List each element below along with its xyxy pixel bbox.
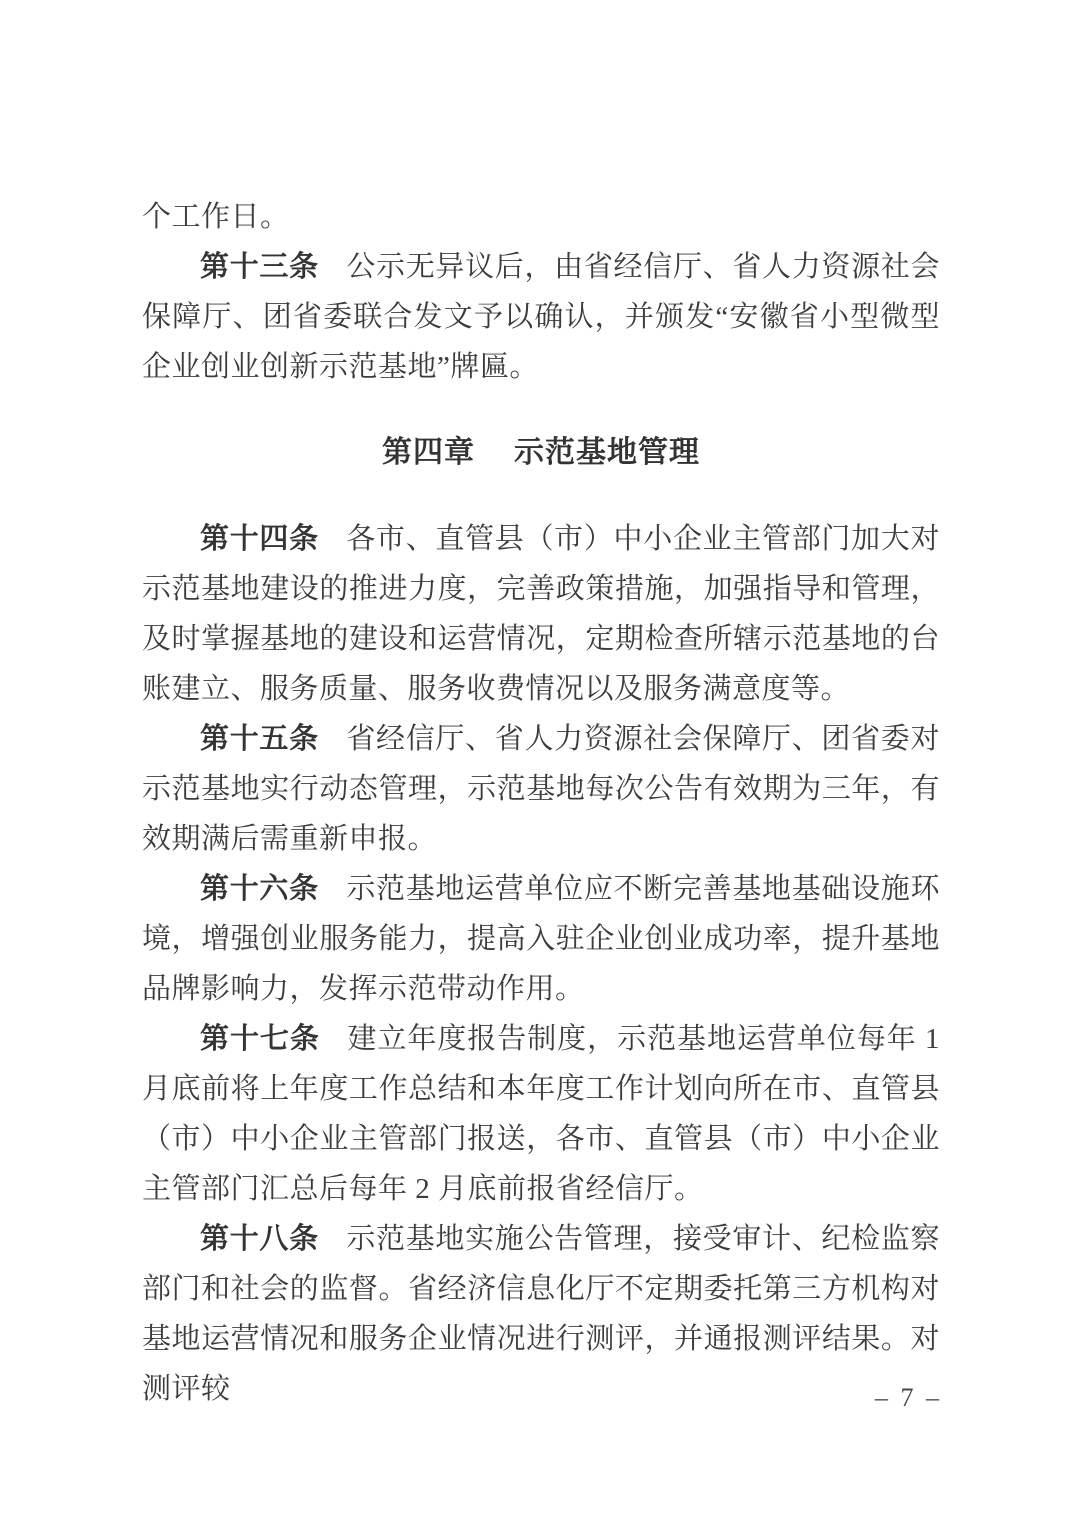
article-18-label: 第十八条 (200, 1223, 319, 1255)
article-15-label: 第十五条 (200, 723, 319, 755)
article-17-label: 第十七条 (200, 1023, 320, 1055)
page-content (142, 192, 940, 1414)
chapter-heading (142, 428, 940, 478)
article-18 (142, 1214, 940, 1414)
article-16-label: 第十六条 (200, 873, 319, 905)
article-17-text: 建立年度报告制度，示范基地运营单位每年 1 月底前将上年度工作总结和本年度工作计划向所在市、直管县（市）中小企业主管部门报送，各市、直管县（市）中小企业主管部门汇总后每年 2 月底前报省经信厅。 (142, 1023, 940, 1205)
article-16 (142, 864, 940, 1014)
article-14 (142, 514, 940, 714)
page-number: – 7 – (875, 1383, 942, 1412)
article-18-text: 示范基地实施公告管理，接受审计、纪检监察部门和社会的监督。省经济信息化厅不定期委托第三方机构对基地运营情况和服务企业情况进行测评，并通报测评结果。对测评较 (142, 1223, 940, 1405)
article-16-text: 示范基地运营单位应不断完善基地基础设施环境，增强创业服务能力，提高入驻企业创业成功率，提升基地品牌影响力，发挥示范带动作用。 (142, 873, 940, 1005)
chapter-title: 示范基地管理 (514, 436, 700, 469)
article-15 (142, 714, 940, 864)
article-14-label: 第十四条 (200, 523, 319, 555)
article-14-text: 各市、直管县（市）中小企业主管部门加大对示范基地建设的推进力度，完善政策措施，加强指导和管理，及时掌握基地的建设和运营情况，定期检查所辖示范基地的台账建立、服务质量、服务收费情况以及服务满意度等。 (142, 523, 940, 705)
article-13-text: 公示无异议后，由省经信厅、省人力资源社会保障厅、团省委联合发文予以确认，并颁发“安徽省小型微型企业创业创新示范基地”牌匾。 (142, 251, 940, 383)
chapter-number: 第四章 (382, 436, 475, 469)
article-17 (142, 1014, 940, 1214)
article-13-label: 第十三条 (200, 251, 319, 283)
article-13 (142, 242, 940, 392)
article-15-text: 省经信厅、省人力资源社会保障厅、团省委对示范基地实行动态管理，示范基地每次公告有效期为三年，有效期满后需重新申报。 (142, 723, 940, 855)
continuation-line: 个工作日。 (142, 201, 290, 233)
